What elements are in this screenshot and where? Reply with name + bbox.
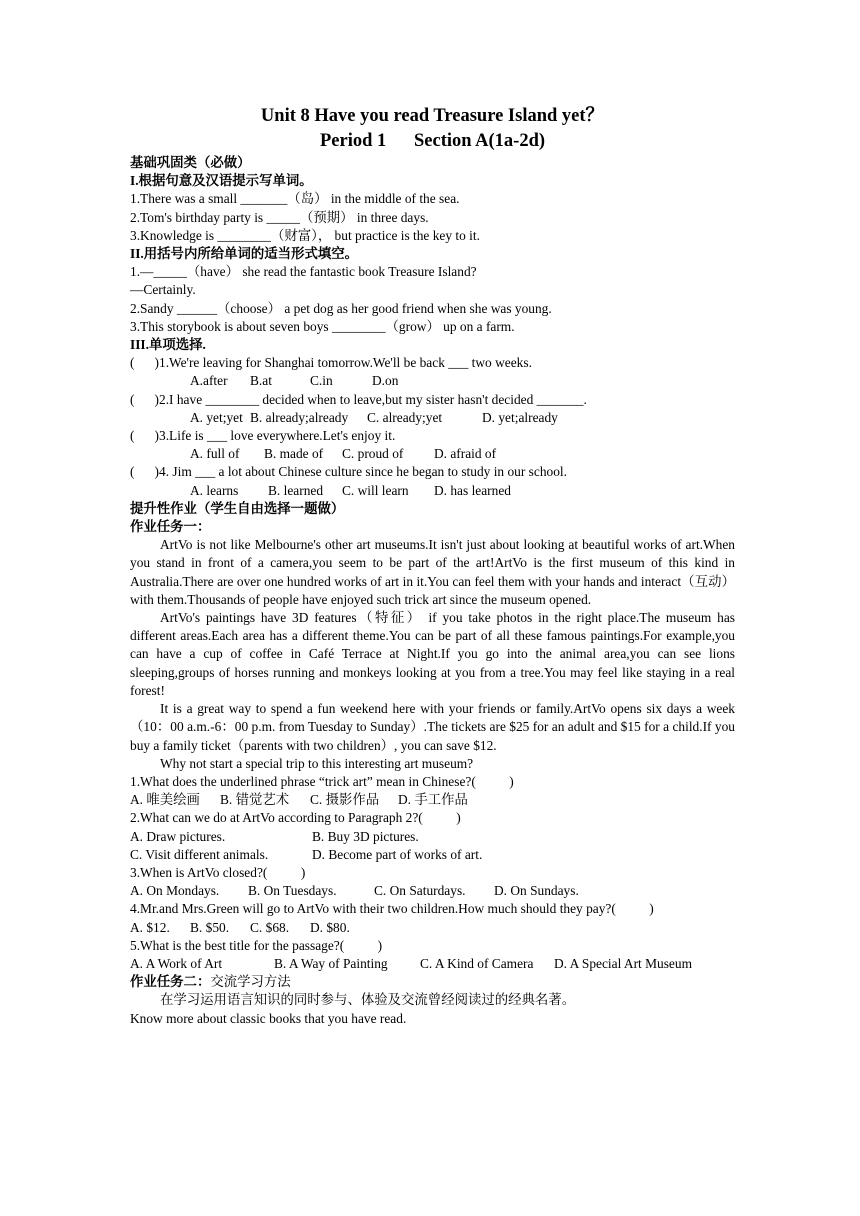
part-i-item: 2.Tom's birthday party is _____（预期） in three days. bbox=[130, 209, 429, 225]
option: C. A Kind of Camera bbox=[420, 955, 534, 971]
mc-options-3 bbox=[130, 445, 735, 463]
option: C. On Saturdays. bbox=[374, 883, 466, 899]
reading-question-5: 5.What is the best title for the passage?( ) bbox=[130, 937, 383, 953]
option: A. Draw pictures. bbox=[130, 828, 226, 844]
option: B. learned bbox=[268, 482, 324, 498]
option: B. A Way of Painting bbox=[274, 955, 388, 971]
option: D. $80. bbox=[310, 919, 350, 935]
option: B. made of bbox=[264, 446, 324, 462]
reading-options-5 bbox=[130, 955, 735, 973]
mc-question-3: ( )3.Life is ___ love everywhere.Let's enjoy it. bbox=[130, 428, 396, 444]
task-1-heading: 作业任务一： bbox=[130, 519, 211, 535]
option: A. full of bbox=[190, 446, 240, 462]
option: B. already;already bbox=[250, 409, 349, 425]
option: A.after bbox=[190, 373, 228, 389]
mc-options-2 bbox=[130, 409, 735, 427]
improve-section-heading: 提升性作业（学生自由选择一题做） bbox=[130, 500, 345, 516]
period-title: Period 1 Section A(1a-2d) bbox=[319, 131, 546, 151]
option: D. afraid of bbox=[434, 446, 497, 462]
task-2-heading-label: 作业任务二： bbox=[130, 974, 211, 990]
reading-options-2 bbox=[130, 828, 735, 846]
part-ii-item: 3.This storybook is about seven boys ________（grow） up on a farm. bbox=[130, 318, 515, 334]
part-iii-heading: III.单项选择. bbox=[130, 337, 206, 353]
reading-options-4 bbox=[130, 919, 735, 937]
option: D. On Sundays. bbox=[494, 883, 579, 899]
option: A. learns bbox=[190, 482, 239, 498]
option: A. $12. bbox=[130, 919, 170, 935]
option: C.in bbox=[310, 373, 333, 389]
option: D. 手工作品 bbox=[398, 792, 468, 808]
option: B. On Tuesdays. bbox=[248, 883, 337, 899]
task-2-heading bbox=[130, 973, 735, 991]
option: C. proud of bbox=[342, 446, 404, 462]
reading-question-1: 1.What does the underlined phrase “trick art” mean in Chinese?( ) bbox=[130, 773, 514, 789]
option: D.on bbox=[372, 373, 399, 389]
worksheet bbox=[130, 104, 735, 1028]
part-ii-item: 2.Sandy ______（choose） a pet dog as her good friend when she was young. bbox=[130, 300, 552, 316]
option: C. 摄影作品 bbox=[310, 792, 380, 808]
option: A. yet;yet bbox=[190, 409, 243, 425]
option: C. $68. bbox=[250, 919, 290, 935]
option: D. has learned bbox=[434, 482, 511, 498]
passage-paragraph: ArtVo's paintings have 3D features（特征） if you take photos in the right place.The museum has different areas.Each area has a different theme.You can be part of all these famous paintings.For example,you can have a cup of coffee in Café Terrace at Night.If you go into the animal area,you can see lions sleeping,groups of horses running and monkeys looking at you from a tree.You may feel like staying in a real forest! bbox=[130, 610, 735, 698]
part-i-item: 1.There was a small _______（岛） in the middle of the sea. bbox=[130, 191, 460, 207]
unit-title: Unit 8 Have you read Treasure Island yet？ bbox=[260, 106, 605, 126]
option: B. Buy 3D pictures. bbox=[312, 828, 419, 844]
option: D. yet;already bbox=[482, 409, 558, 425]
mc-options-4 bbox=[130, 482, 735, 500]
option: D. Become part of works of art. bbox=[312, 846, 483, 862]
reading-question-4: 4.Mr.and Mrs.Green will go to ArtVo with their two children.How much should they pay?( ) bbox=[130, 901, 654, 917]
option: B.at bbox=[250, 373, 272, 389]
basic-section-heading: 基础巩固类（必做） bbox=[130, 155, 251, 170]
part-ii-heading: II.用括号内所给单词的适当形式填空。 bbox=[130, 246, 359, 262]
option: D. A Special Art Museum bbox=[554, 955, 692, 971]
mc-question-2: ( )2.I have ________ decided when to leave,but my sister hasn't decided _______. bbox=[130, 391, 587, 407]
reading-options-2 bbox=[130, 846, 735, 864]
reading-options-3 bbox=[130, 882, 735, 900]
reading-question-3: 3.When is ArtVo closed?( ) bbox=[130, 864, 306, 880]
mc-question-4: ( )4. Jim ___ a lot about Chinese culture since he began to study in our school. bbox=[130, 464, 567, 480]
option: C. Visit different animals. bbox=[130, 846, 269, 862]
passage-paragraph: It is a great way to spend a fun weekend here with your friends or family.ArtVo opens six days a week （10：00 a.m.-6：00 p.m. from Tuesday to Sunday）.The tickets are $25 for an adult and $15 for a child.If you buy a family ticket（parents with two children）, you can save $12. bbox=[130, 701, 735, 753]
mc-question-1: ( )1.We're leaving for Shanghai tomorrow.We'll be back ___ two weeks. bbox=[130, 355, 532, 371]
option: A. On Mondays. bbox=[130, 883, 220, 899]
part-i-heading: I.根据句意及汉语提示写单词。 bbox=[130, 173, 313, 189]
option: A. A Work of Art bbox=[130, 955, 223, 971]
passage-paragraph: ArtVo is not like Melbourne's other art museums.It isn't just about looking at beautiful works of art.When you stand in front of a camera,you seem to be part of the art!ArtVo is the first museum of this kind in Australia.There are over one hundred works of art in it.You can feel them with your hands and interact（互动） with them.Thousands of people have enjoyed such trick art since the museum opened. bbox=[130, 537, 735, 607]
option: C. will learn bbox=[342, 482, 409, 498]
part-i-item: 3.Knowledge is ________（财富）， but practice is the key to it. bbox=[130, 227, 480, 243]
option: A. 唯美绘画 bbox=[130, 792, 200, 808]
option: B. $50. bbox=[190, 919, 230, 935]
part-ii-item: 1.—_____（have） she read the fantastic book Treasure Island? bbox=[130, 264, 477, 280]
part-ii-item: —Certainly. bbox=[130, 282, 196, 298]
task-2-instruction: 在学习运用语言知识的同时参与、体验及交流曾经阅读过的经典名著。 bbox=[160, 992, 576, 1008]
task-2-heading-text: 交流学习方法 bbox=[210, 974, 291, 990]
mc-options-1 bbox=[130, 372, 735, 390]
task-2-instruction-en: Know more about classic books that you have read. bbox=[130, 1010, 407, 1026]
reading-question-2: 2.What can we do at ArtVo according to Paragraph 2?( ) bbox=[130, 810, 461, 826]
reading-options-1 bbox=[130, 791, 735, 809]
passage-paragraph: Why not start a special trip to this interesting art museum? bbox=[160, 755, 474, 771]
option: B. 错觉艺术 bbox=[220, 792, 290, 808]
option: C. already;yet bbox=[367, 409, 443, 425]
